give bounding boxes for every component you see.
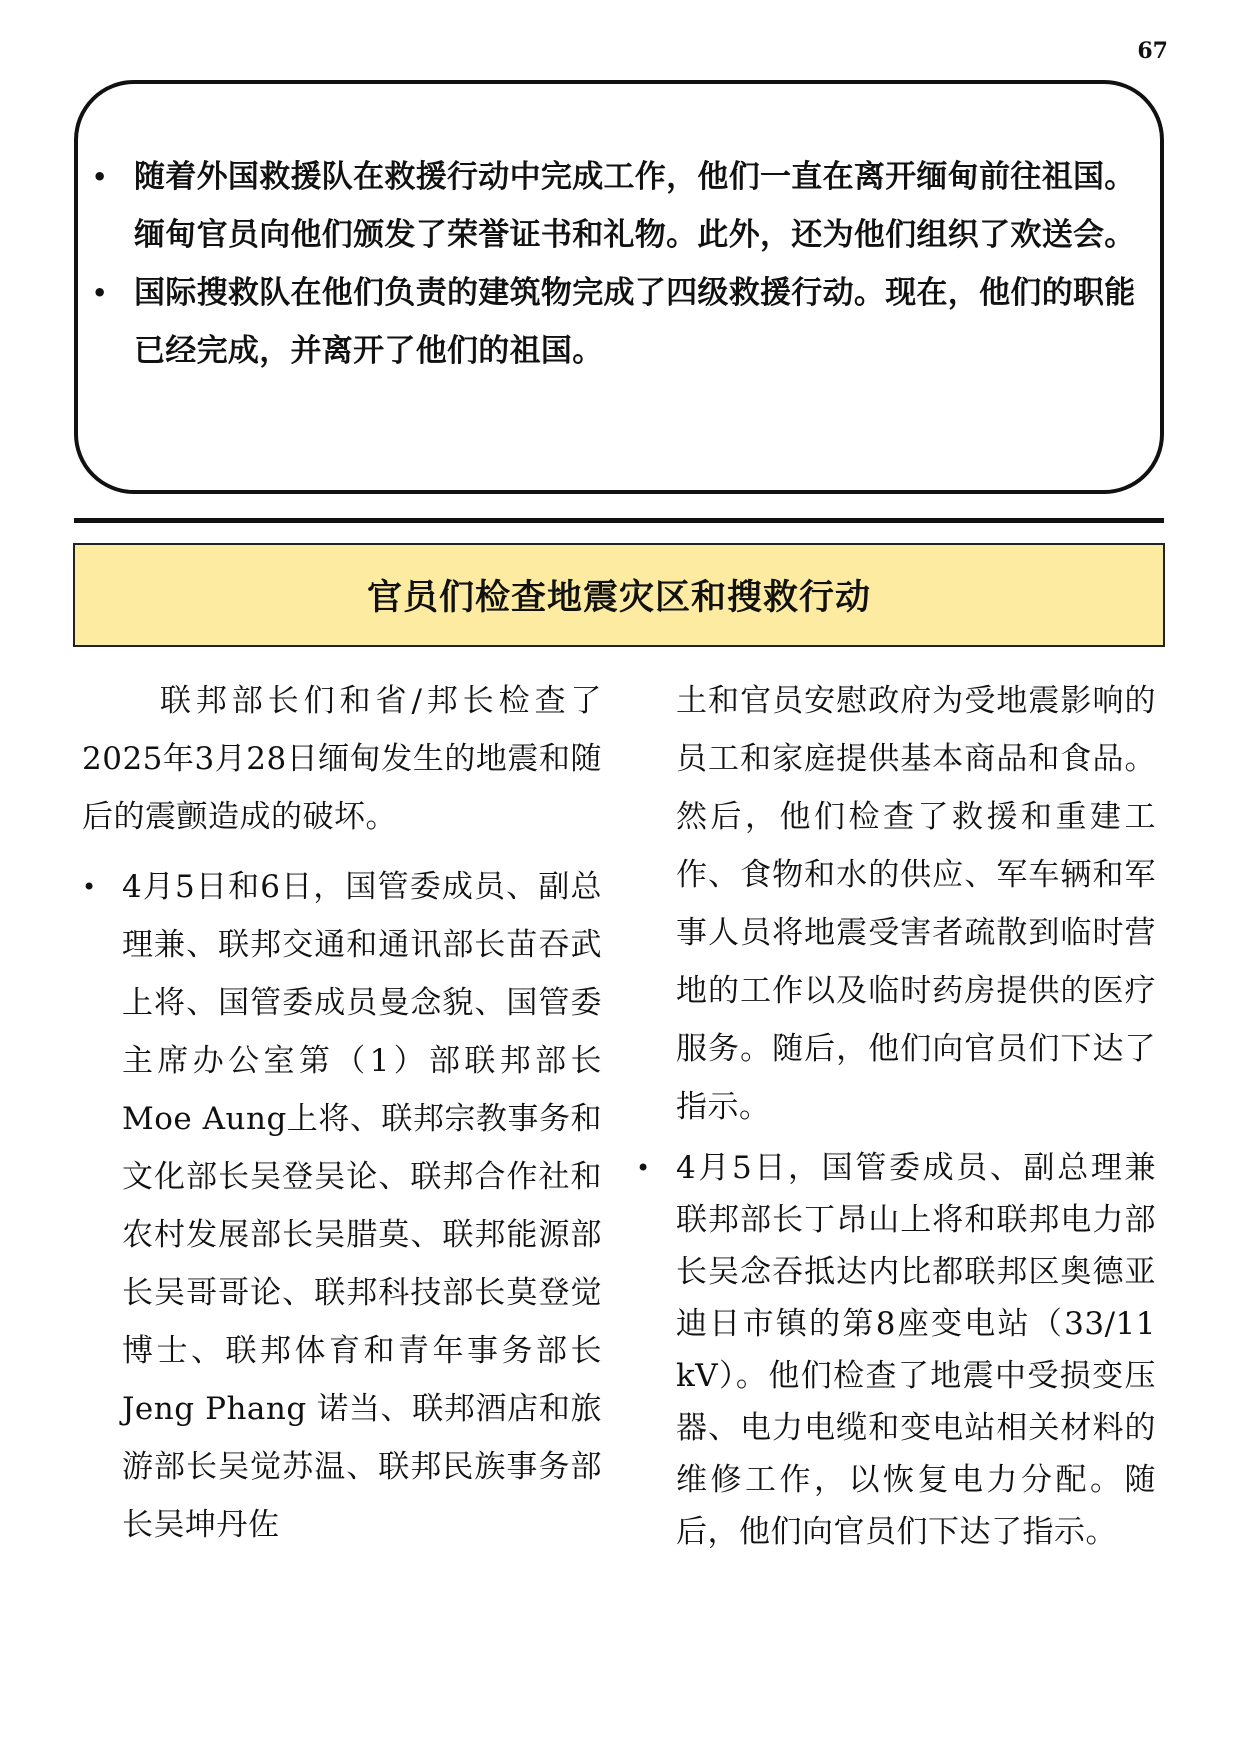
list-item (92, 264, 1144, 380)
highlight-box-list (92, 148, 1144, 380)
bullet-icon: • (82, 873, 97, 901)
bullet-icon: • (92, 279, 108, 307)
article-column-left (82, 672, 602, 1554)
list-item-text: 4月5日和6日，国管委成员、副总理兼、联邦交通和通讯部长苗吞武上将、国管委成员曼念貌、国管委主席办公室第（1）部联邦部长Moe Aung上将、联邦宗教事务和文化部长吴登吴论、联邦合作社和农村发展部长吴腊莫、联邦能源部长吴哥哥论、联邦科技部长莫登觉博士、联邦体育和青年事务部长Jeng Phang 诺当、联邦酒店和旅游部长吴觉苏温、联邦民族事务部长吴坤丹佐 (122, 869, 602, 1543)
intro-paragraph: 联邦部长们和省/邦长检查了2025年3月28日缅甸发生的地震和随后的震颤造成的破坏。 (82, 683, 602, 835)
section-title: 官员们检查地震灾区和搜救行动 (366, 578, 871, 618)
list-item (92, 148, 1144, 264)
list-item-text: 4月5日，国管委成员、副总理兼联邦部长丁昂山上将和联邦电力部长吴念吞抵达内比都联邦区奥德亚迪日市镇的第8座变电站（33/11 kV）。他们检查了地震中受损变压器、电力电缆和变电站相关材料的维修工作，以恢复电力分配。随后，他们向官员们下达了指示。 (676, 1150, 1156, 1550)
page-number: 67 (1137, 38, 1168, 64)
divider (74, 518, 1164, 523)
list-item-text: 随着外国救援队在救援行动中完成工作，他们一直在离开缅甸前往祖国。缅甸官员向他们颁发了荣誉证书和礼物。此外，还为他们组织了欢送会。 (134, 159, 1136, 253)
list-item-continued: 土和官员安慰政府为受地震影响的员工和家庭提供基本商品和食品。然后，他们检查了救援和重建工作、食物和水的供应、军车辆和军事人员将地震受害者疏散到临时营地的工作以及临时药房提供的医疗服务。随后，他们向官员们下达了指示。 (676, 683, 1156, 1125)
list-item-text: 国际搜救队在他们负责的建筑物完成了四级救援行动。现在，他们的职能已经完成，并离开了他们的祖国。 (134, 275, 1136, 369)
list-item (636, 1142, 1156, 1558)
section-banner (73, 543, 1165, 647)
article-column-right (636, 672, 1156, 1558)
list-item (82, 858, 602, 1554)
bullet-icon: • (92, 163, 108, 191)
bullet-icon: • (636, 1154, 651, 1182)
